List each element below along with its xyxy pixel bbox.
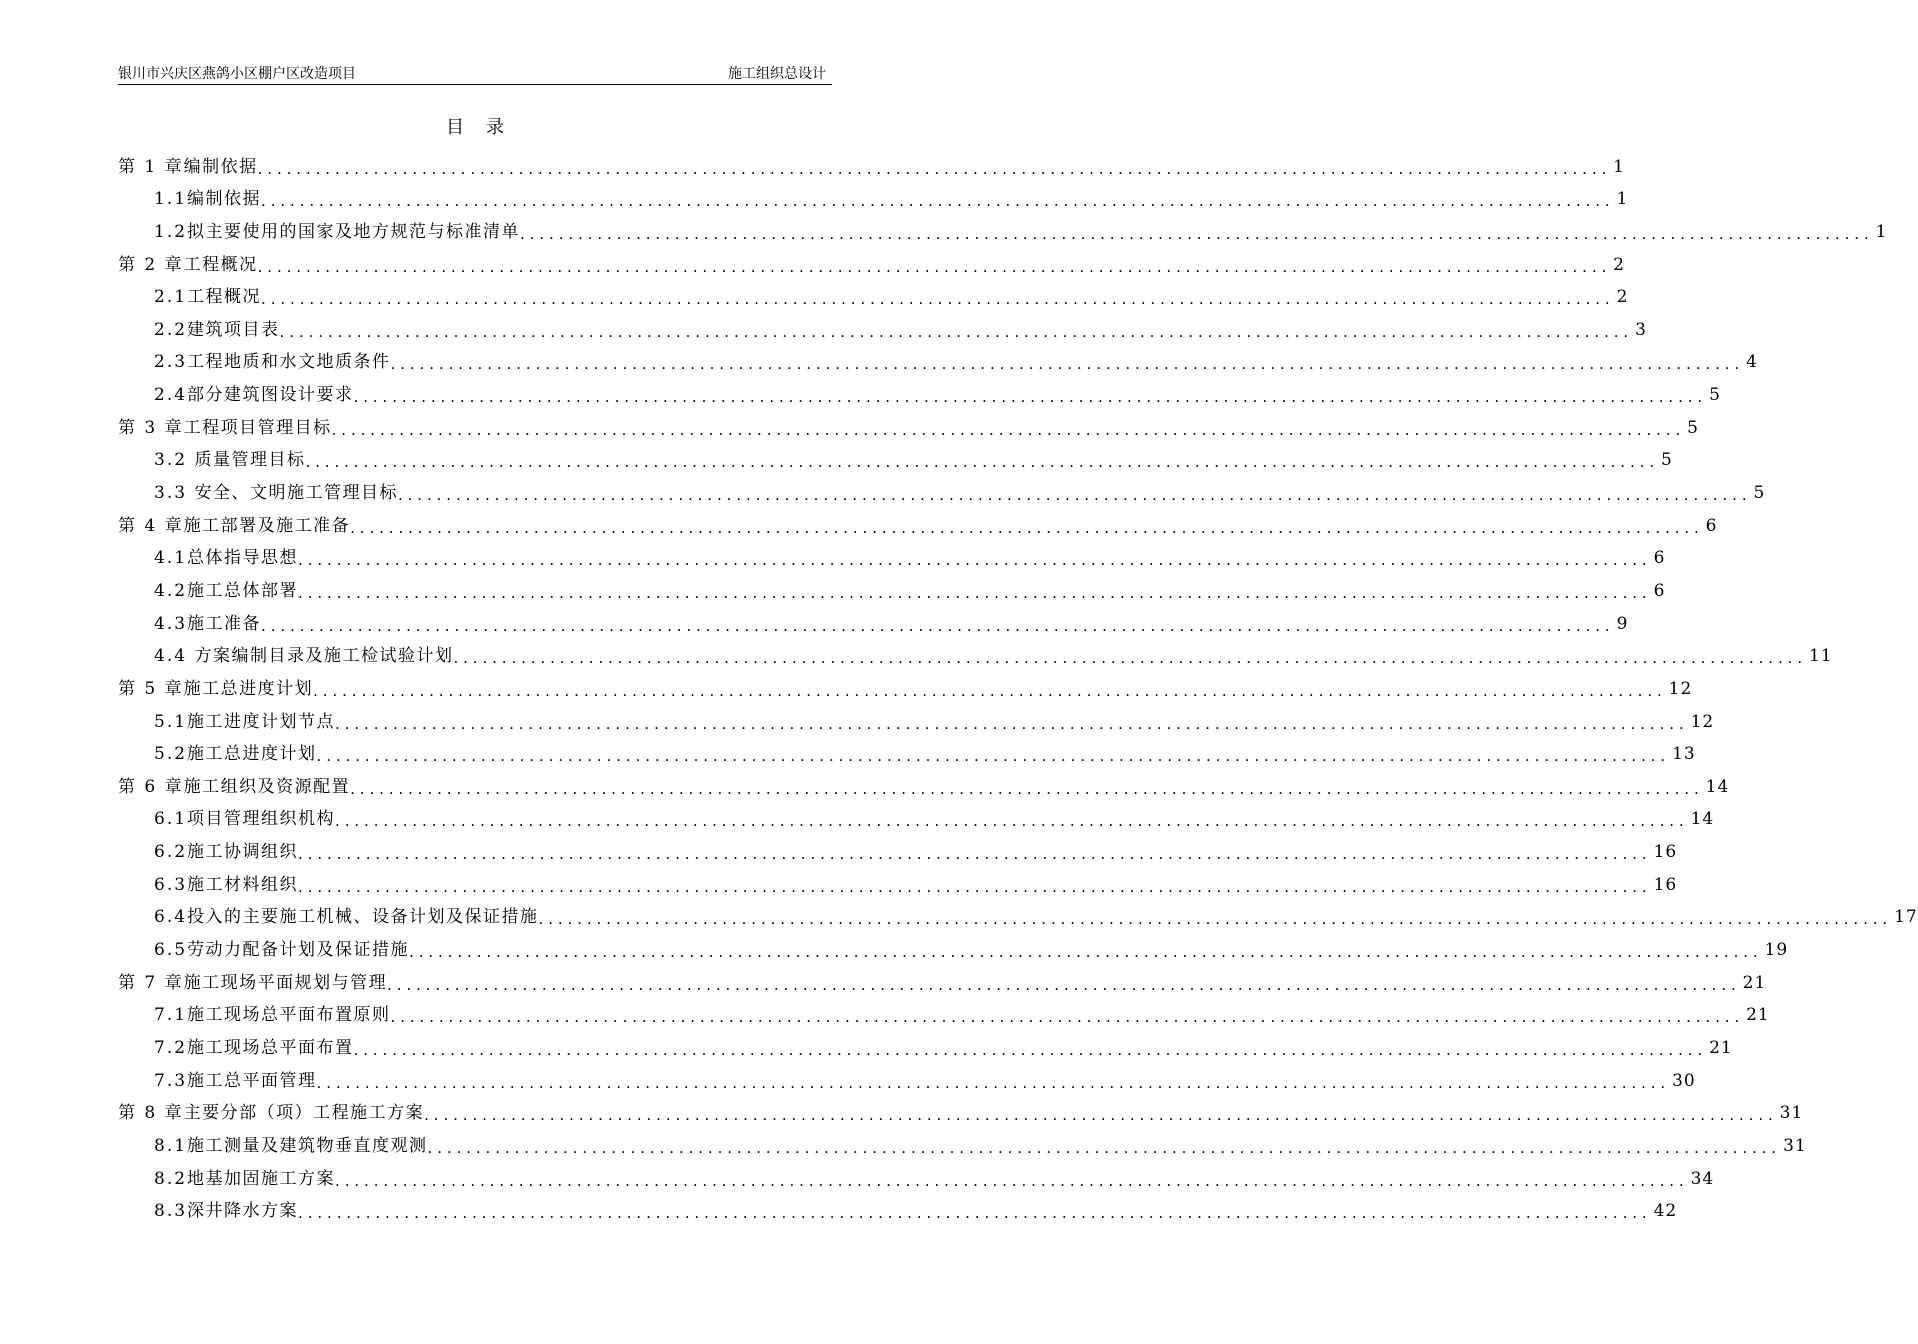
toc-entry-label: 施工部署及施工准备	[183, 515, 351, 536]
toc-dot-leader: ............................................................................................................................................	[353, 1040, 1708, 1059]
toc-section-entry[interactable]	[118, 212, 1888, 245]
toc-page-number: 42	[1653, 1201, 1678, 1222]
toc-dot-leader: ............................................................................................................................................	[298, 877, 1652, 896]
toc-page-number: 5	[1753, 483, 1766, 504]
toc-page-number: 4	[1746, 352, 1758, 373]
toc-entry-number: 8.3	[154, 1201, 188, 1222]
toc-entry-label: 质量管理目标	[194, 450, 306, 471]
toc-entry-number: 5.2	[154, 744, 188, 765]
toc-entry-label: 施工总进度计划	[183, 678, 314, 699]
toc-entry-label: 施工现场平面规划与管理	[183, 972, 388, 993]
header-document-type: 施工组织总设计	[728, 66, 826, 82]
toc-entry-label: 编制依据	[183, 156, 258, 177]
toc-page-number: 31	[1779, 1103, 1804, 1124]
toc-dot-leader: ............................................................................................................................................	[390, 1008, 1745, 1027]
page-header	[118, 66, 832, 85]
toc-section-entry[interactable]	[118, 343, 1758, 376]
toc-chapter-entry[interactable]	[118, 669, 1693, 702]
toc-section-entry[interactable]	[118, 898, 1918, 931]
toc-dot-leader: ............................................................................................................................................	[335, 812, 1689, 831]
table-of-contents	[118, 147, 1918, 1224]
toc-entry-number: 第 2 章	[118, 254, 184, 275]
toc-entry-number: 2.2	[154, 319, 188, 340]
toc-entry-label: 施工现场总平面布置	[187, 1037, 354, 1058]
toc-entry-label: 总体指导思想	[187, 548, 299, 569]
toc-chapter-entry[interactable]	[118, 1094, 1804, 1127]
toc-page-number: 34	[1690, 1168, 1715, 1189]
toc-entry-label: 部分建筑图设计要求	[187, 385, 354, 406]
toc-section-entry[interactable]	[118, 1061, 1696, 1094]
toc-dot-leader: ............................................................................................................................................	[316, 1073, 1671, 1092]
toc-dot-leader: ............................................................................................................................................	[316, 747, 1671, 766]
toc-dot-leader: ............................................................................................................................................	[387, 975, 1741, 994]
toc-dot-leader: ............................................................................................................................................	[335, 1171, 1689, 1190]
toc-section-entry[interactable]	[118, 996, 1770, 1029]
toc-page-number: 21	[1742, 972, 1767, 993]
toc-entry-number: 8.2	[154, 1168, 188, 1189]
toc-entry-label: 劳动力配备计划及保证措施	[187, 940, 410, 961]
toc-entry-label: 施工总体部署	[187, 580, 299, 601]
toc-page-number: 2	[1616, 287, 1629, 308]
toc-entry-number: 4.1	[154, 548, 188, 569]
toc-title-char-1: 目	[446, 117, 464, 138]
toc-entry-number: 6.2	[154, 842, 188, 863]
toc-dot-leader: ............................................................................................................................................	[331, 420, 1686, 439]
toc-entry-label: 编制依据	[187, 189, 262, 210]
toc-entry-label: 施工进度计划节点	[187, 711, 336, 732]
toc-section-entry[interactable]	[118, 1159, 1715, 1192]
toc-chapter-entry[interactable]	[118, 245, 1625, 278]
toc-entry-label: 深井降水方案	[187, 1201, 299, 1222]
toc-entry-label: 地基加固施工方案	[187, 1168, 336, 1189]
toc-section-entry[interactable]	[118, 865, 1678, 898]
toc-entry-label: 项目管理组织机构	[187, 809, 336, 830]
toc-entry-label: 工程概况	[187, 287, 262, 308]
toc-section-entry[interactable]	[118, 1028, 1733, 1061]
toc-dot-leader: ............................................................................................................................................	[279, 322, 1634, 341]
toc-section-entry[interactable]	[118, 180, 1629, 213]
toc-chapter-entry[interactable]	[118, 963, 1767, 996]
toc-page-number: 14	[1705, 776, 1730, 797]
toc-entry-label: 施工协调组织	[187, 842, 299, 863]
toc-title	[0, 117, 950, 139]
toc-dot-leader: ............................................................................................................................................	[298, 1204, 1652, 1223]
toc-page-number: 21	[1746, 1005, 1770, 1026]
toc-entry-number: 6.4	[154, 907, 188, 928]
toc-entry-number: 7.1	[154, 1005, 188, 1026]
toc-chapter-entry[interactable]	[118, 147, 1625, 180]
toc-page-number: 1	[1875, 221, 1888, 242]
toc-entry-number: 4.4	[154, 646, 195, 667]
toc-dot-leader: ............................................................................................................................................	[261, 616, 1615, 635]
toc-dot-leader: ............................................................................................................................................	[350, 518, 1704, 537]
toc-page-number: 12	[1690, 711, 1715, 732]
toc-entry-number: 1.1	[154, 189, 188, 210]
toc-section-entry[interactable]	[118, 375, 1721, 408]
toc-section-entry[interactable]	[118, 604, 1629, 637]
toc-section-entry[interactable]	[118, 539, 1666, 572]
toc-dot-leader: ............................................................................................................................................	[257, 257, 1612, 276]
toc-entry-label: 施工总平面管理	[187, 1070, 317, 1091]
toc-entry-number: 第 5 章	[118, 678, 184, 699]
toc-dot-leader: ............................................................................................................................................	[298, 551, 1652, 570]
toc-dot-leader: ............................................................................................................................................	[335, 714, 1689, 733]
toc-section-entry[interactable]	[118, 473, 1766, 506]
toc-entry-number: 8.1	[154, 1135, 188, 1156]
toc-entry-number: 1.2	[154, 221, 188, 242]
toc-dot-leader: ............................................................................................................................................	[424, 1106, 1778, 1125]
toc-entry-number: 4.3	[154, 613, 188, 634]
toc-entry-label: 施工测量及建筑物垂直度观测	[187, 1135, 428, 1156]
toc-page-number: 12	[1668, 678, 1693, 699]
toc-entry-label: 方案编制目录及施工检试验计划	[194, 646, 454, 667]
toc-page-number: 5	[1709, 385, 1721, 406]
toc-entry-label: 拟主要使用的国家及地方规范与标准清单	[187, 221, 521, 242]
toc-page-number: 21	[1709, 1037, 1733, 1058]
toc-entry-number: 7.2	[154, 1037, 188, 1058]
toc-page-number: 1	[1616, 189, 1629, 210]
toc-entry-number: 3.2	[154, 450, 195, 471]
toc-section-entry[interactable]	[118, 800, 1715, 833]
toc-entry-number: 6.5	[154, 940, 188, 961]
toc-title-char-2: 录	[486, 117, 504, 138]
toc-entry-number: 第 4 章	[118, 515, 184, 536]
toc-dot-leader: ............................................................................................................................................	[298, 583, 1652, 602]
toc-entry-number: 3.3	[154, 483, 195, 504]
toc-entry-label: 建筑项目表	[187, 319, 280, 340]
toc-section-entry[interactable]	[118, 930, 1789, 963]
toc-dot-leader: ............................................................................................................................................	[520, 224, 1874, 243]
toc-entry-number: 第 1 章	[118, 156, 184, 177]
toc-dot-leader: ............................................................................................................................................	[427, 1138, 1782, 1157]
toc-page-number: 2	[1613, 254, 1625, 275]
toc-dot-leader: ............................................................................................................................................	[298, 845, 1652, 864]
toc-page-number: 16	[1653, 874, 1678, 895]
toc-section-entry[interactable]	[118, 441, 1673, 474]
toc-entry-number: 第 7 章	[118, 972, 184, 993]
toc-entry-number: 第 6 章	[118, 776, 184, 797]
toc-dot-leader: ............................................................................................................................................	[257, 159, 1612, 178]
header-project-name: 银川市兴庆区燕鸽小区棚户区改造项目	[118, 66, 356, 82]
toc-page-number: 13	[1672, 744, 1696, 765]
toc-page-number: 11	[1808, 646, 1833, 667]
toc-chapter-entry[interactable]	[118, 506, 1718, 539]
toc-entry-label: 工程概况	[183, 254, 258, 275]
toc-page-number: 9	[1616, 613, 1629, 634]
toc-dot-leader: ............................................................................................................................................	[538, 910, 1893, 929]
toc-section-entry[interactable]	[118, 832, 1678, 865]
toc-dot-leader: ............................................................................................................................................	[353, 388, 1708, 407]
toc-page-number: 17	[1894, 907, 1918, 928]
toc-entry-number: 6.3	[154, 874, 188, 895]
toc-dot-leader: ............................................................................................................................................	[313, 681, 1667, 700]
toc-entry-number: 2.4	[154, 385, 188, 406]
toc-page-number: 19	[1764, 940, 1789, 961]
toc-page-number: 6	[1653, 548, 1666, 569]
toc-page-number: 31	[1783, 1135, 1807, 1156]
toc-section-entry[interactable]	[118, 278, 1629, 311]
toc-dot-leader: ............................................................................................................................................	[397, 486, 1752, 505]
toc-entry-label: 施工组织及资源配置	[183, 776, 351, 797]
toc-page-number: 5	[1687, 417, 1699, 438]
toc-entry-label: 施工现场总平面布置原则	[187, 1005, 391, 1026]
toc-section-entry[interactable]	[118, 702, 1715, 735]
toc-page-number: 5	[1660, 450, 1673, 471]
toc-entry-number: 第 3 章	[118, 417, 184, 438]
toc-entry-label: 安全、文明施工管理目标	[194, 483, 398, 504]
toc-page-number: 14	[1690, 809, 1715, 830]
toc-dot-leader: ............................................................................................................................................	[409, 943, 1763, 962]
toc-page-number: 1	[1613, 156, 1625, 177]
toc-page-number: 30	[1672, 1070, 1696, 1091]
toc-dot-leader: ............................................................................................................................................	[453, 649, 1807, 668]
toc-page-number: 6	[1705, 515, 1718, 536]
toc-entry-label: 主要分部（项）工程施工方案	[183, 1103, 425, 1124]
toc-dot-leader: ............................................................................................................................................	[305, 453, 1659, 472]
toc-section-entry[interactable]	[118, 310, 1647, 343]
toc-entry-label: 投入的主要施工机械、设备计划及保证措施	[187, 907, 539, 928]
toc-entry-number: 2.1	[154, 287, 188, 308]
toc-entry-number: 第 8 章	[118, 1103, 184, 1124]
toc-dot-leader: ............................................................................................................................................	[261, 192, 1615, 211]
toc-chapter-entry[interactable]	[118, 767, 1730, 800]
toc-entry-number: 6.1	[154, 809, 188, 830]
toc-section-entry[interactable]	[118, 735, 1696, 768]
toc-page-number: 3	[1635, 319, 1647, 340]
toc-entry-label: 工程地质和水文地质条件	[187, 352, 391, 373]
toc-entry-number: 2.3	[154, 352, 188, 373]
toc-entry-number: 5.1	[154, 711, 188, 732]
toc-entry-number: 7.3	[154, 1070, 188, 1091]
toc-entry-label: 施工准备	[187, 613, 262, 634]
toc-section-entry[interactable]	[118, 1126, 1807, 1159]
toc-chapter-entry[interactable]	[118, 408, 1699, 441]
toc-dot-leader: ............................................................................................................................................	[350, 779, 1704, 798]
toc-dot-leader: ............................................................................................................................................	[261, 290, 1615, 309]
toc-entry-number: 4.2	[154, 580, 188, 601]
toc-section-entry[interactable]	[118, 571, 1666, 604]
toc-entry-label: 工程项目管理目标	[183, 417, 332, 438]
toc-section-entry[interactable]	[118, 637, 1833, 670]
toc-page-number: 16	[1653, 842, 1678, 863]
toc-dot-leader: ............................................................................................................................................	[390, 355, 1745, 374]
toc-section-entry[interactable]	[118, 1192, 1678, 1225]
toc-entry-label: 施工材料组织	[187, 874, 299, 895]
toc-page-number: 6	[1653, 580, 1666, 601]
toc-entry-label: 施工总进度计划	[187, 744, 317, 765]
